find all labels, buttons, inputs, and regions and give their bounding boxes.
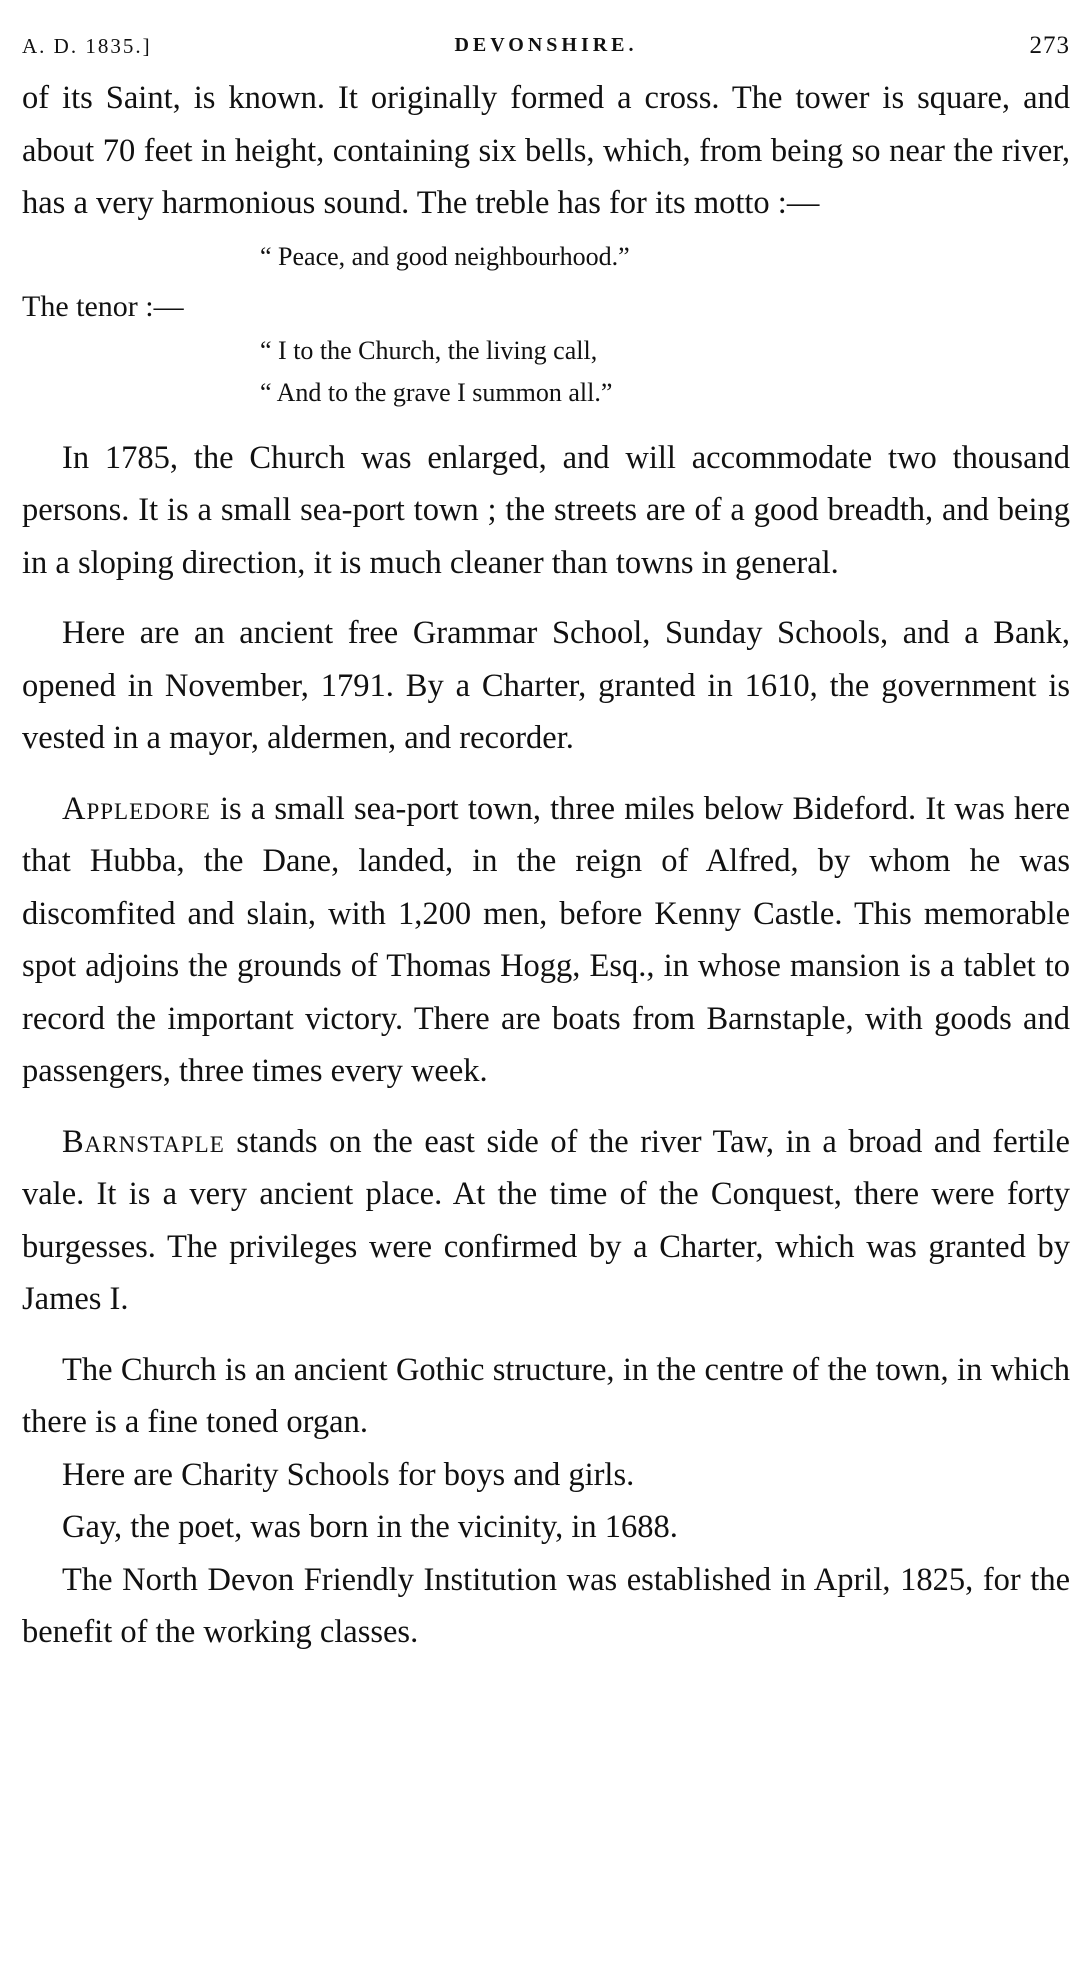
barnstaple-text: stands on the east side of the river Taw, in a broad and fertile vale. It is a very ancient place. At the time of the Conquest, there were forty burgesses. The privileges were confirmed by a Charter, which was granted by James I. xyxy=(22,1123,1070,1317)
paragraph-schools-bank: Here are an ancient free Grammar School, Sunday Schools, and a Bank, opened in November, 1791. By a Charter, granted in 1610, the government is vested in a mayor, aldermen, and recorder. xyxy=(22,615,1070,756)
header-title: DEVONSHIRE. xyxy=(454,34,638,56)
paragraph-gay-poet: Gay, the poet, was born in the vicinity, in 1688. xyxy=(62,1509,678,1545)
place-name-appledore: Appledore xyxy=(62,790,211,827)
treble-motto-quote: “ Peace, and good neighbourhood.” xyxy=(260,241,630,271)
paragraph-church-tower: of its Saint, is known. It originally formed a cross. The tower is square, and about 70 feet in height, containing six bells, which, from being so near the river, has a very harmonious sound. The treble has for its motto :— xyxy=(22,80,1070,221)
header-date: A. D. 1835.] xyxy=(22,34,152,58)
paragraph-gothic-church: The Church is an ancient Gothic structure, in the centre of the town, in which there is a fine toned organ. xyxy=(22,1351,1070,1440)
book-page xyxy=(22,22,1070,1659)
place-name-barnstaple: Barnstaple xyxy=(62,1123,225,1160)
paragraph-barnstaple xyxy=(22,1116,1070,1326)
tenor-motto-quote xyxy=(260,330,1070,414)
appledore-text: is a small sea-port town, three miles below Bideford. It was here that Hubba, the Dane, landed, in the reign of Alfred, by whom he was discomfited and slain, with 1,200 men, before Kenny Castle. This memorable spot adjoins the grounds of Thomas Hogg, Esq., in whose mansion is a tablet to record the important victory. There are boats from Barnstaple, with goods and passengers, three times every week. xyxy=(22,790,1070,1089)
paragraph-charity-schools: Here are Charity Schools for boys and girls. xyxy=(62,1456,635,1493)
page-number: 273 xyxy=(1029,32,1070,59)
paragraph-appledore xyxy=(22,783,1070,1098)
paragraph-church-enlarged: In 1785, the Church was enlarged, and will accommodate two thousand persons. It is a small sea-port town ; the streets are of a good breadth, and being in a sloping direction, it is much cleaner than towns in general. xyxy=(22,439,1070,581)
tenor-quote-line-1: “ I to the Church, the living call, xyxy=(260,335,598,365)
body-text xyxy=(22,72,1070,1659)
paragraph-friendly-institution: The North Devon Friendly Institution was established in April, 1825, for the benefit of the working classes. xyxy=(22,1561,1070,1650)
tenor-label: The tenor :— xyxy=(22,289,184,323)
running-header xyxy=(22,22,1070,72)
tenor-quote-line-2: “ And to the grave I summon all.” xyxy=(260,377,613,407)
